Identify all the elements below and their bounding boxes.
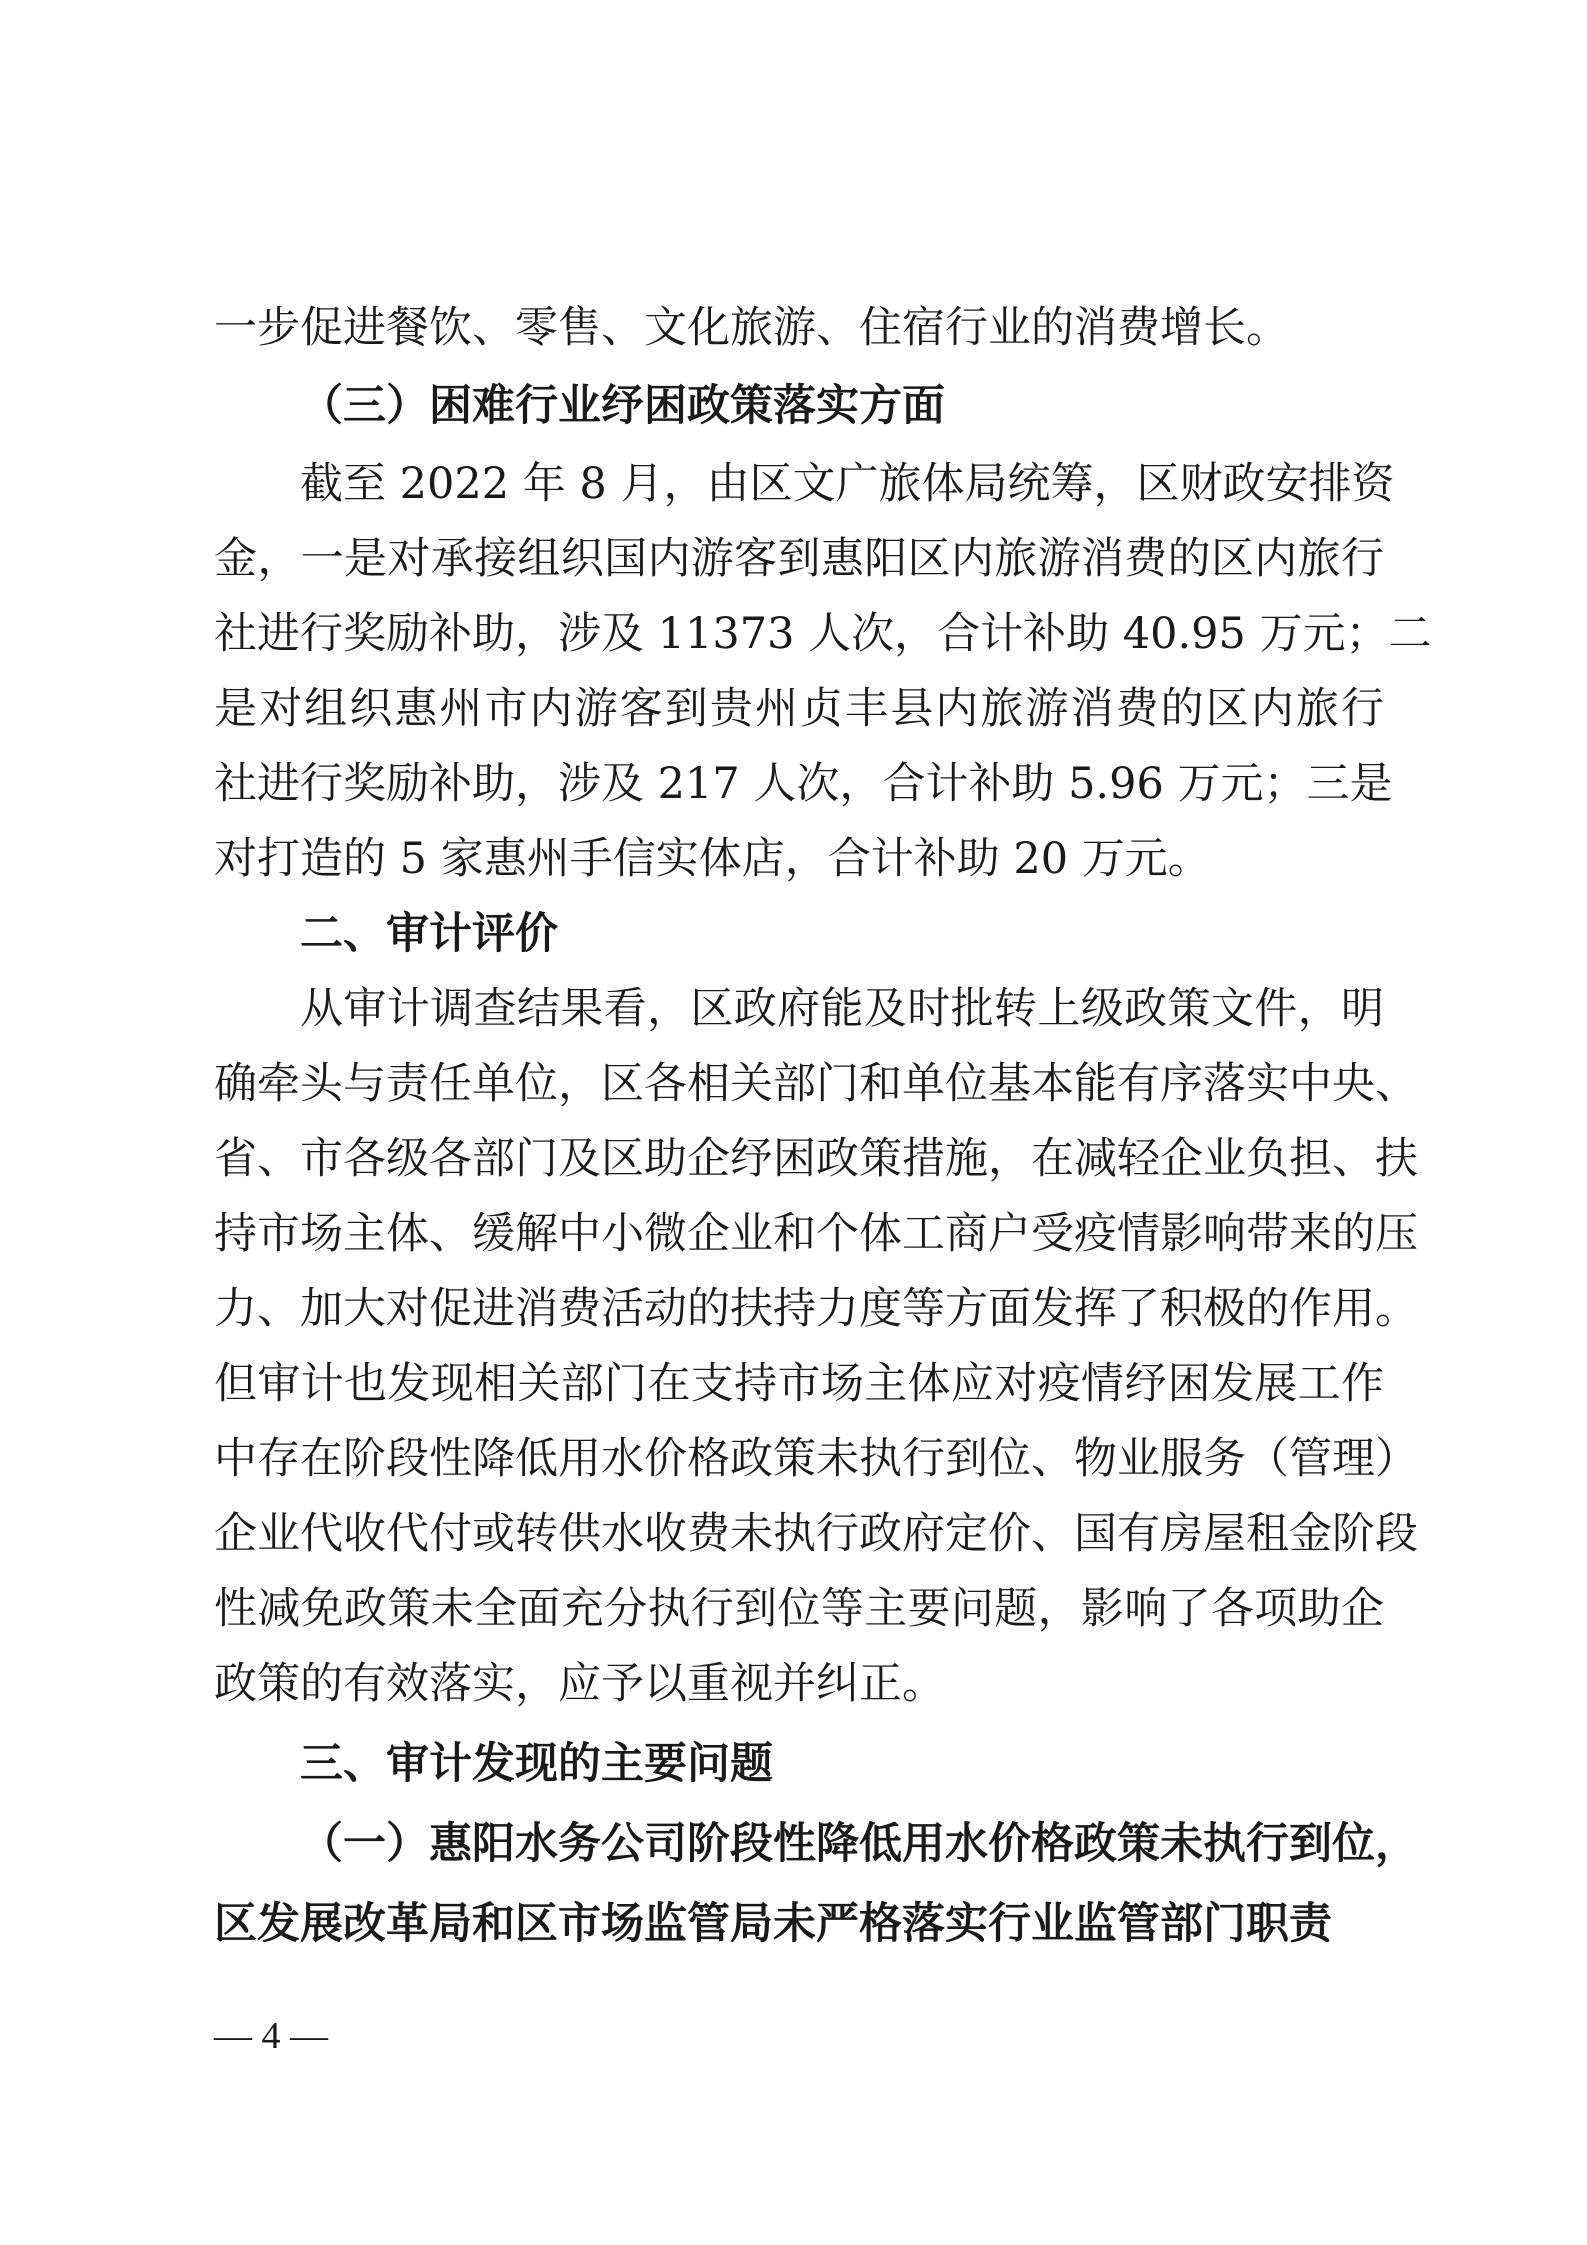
subsection-heading-continued: 区发展改革局和区市场监管局未严格落实行业监管部门职责 [214,1899,1332,1949]
body-text-line: 金，一是对承接组织国内游客到惠阳区内旅游消费的区内旅行 [214,534,1384,584]
body-text-line: 截至 2022 年 8 月，由区文广旅体局统筹，区财政安排资 [300,459,1395,509]
page-number: — 4 — [214,2015,328,2057]
body-text-line: 省、市各级各部门及区助企纾困政策措施，在减轻企业负担、扶 [214,1134,1418,1184]
body-text-line: 但审计也发现相关部门在支持市场主体应对疫情纾困发展工作 [214,1359,1384,1409]
body-text-line: 社进行奖励补助，涉及 11373 人次，合计补助 40.95 万元；二 [214,609,1432,659]
body-text-line: 是对组织惠州市内游客到贵州贞丰县内旅游消费的区内旅行 [214,684,1384,734]
section-heading: 二、审计评价 [300,909,558,959]
body-text-line: 持市场主体、缓解中小微企业和个体工商户受疫情影响带来的压 [214,1209,1418,1259]
subsection-heading: （一）惠阳水务公司阶段性降低用水价格政策未执行到位， [300,1819,1418,1869]
body-text-line: 从审计调查结果看，区政府能及时批转上级政策文件，明 [300,984,1384,1034]
body-text-line: 企业代收代付或转供水收费未执行政府定价、国有房屋租金阶段 [214,1509,1418,1559]
body-text-line: 性减免政策未全面充分执行到位等主要问题，影响了各项助企 [214,1584,1384,1634]
body-text-line: 政策的有效落实，应予以重视并纠正。 [214,1659,945,1709]
subsection-heading: （三）困难行业纾困政策落实方面 [300,381,945,431]
body-text-line: 一步促进餐饮、零售、文化旅游、住宿行业的消费增长。 [214,303,1289,353]
body-text-line: 中存在阶段性降低用水价格政策未执行到位、物业服务（管理） [214,1434,1418,1484]
section-heading: 三、审计发现的主要问题 [300,1739,773,1789]
body-text-line: 确牵头与责任单位，区各相关部门和单位基本能有序落实中央、 [214,1059,1418,1109]
body-text-line: 力、加大对促进消费活动的扶持力度等方面发挥了积极的作用。 [214,1284,1418,1334]
body-text-line: 社进行奖励补助，涉及 217 人次，合计补助 5.96 万元；三是 [214,759,1393,809]
body-text-line: 对打造的 5 家惠州手信实体店，合计补助 20 万元。 [214,834,1211,884]
